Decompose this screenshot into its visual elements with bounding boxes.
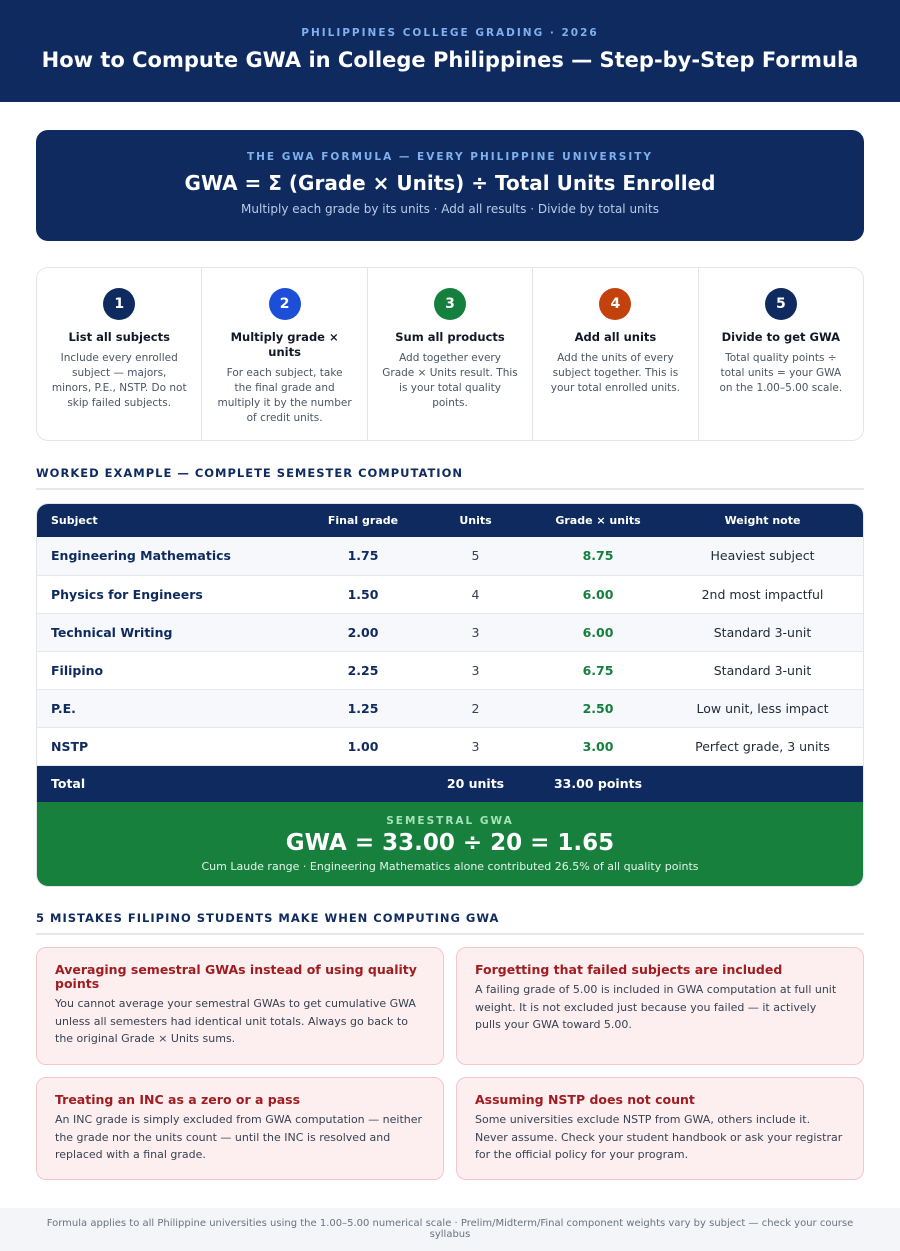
table-row: [37, 727, 863, 765]
gwa-result-banner: [37, 802, 863, 887]
product-cell: 6.75: [582, 662, 614, 678]
step-card: [699, 268, 863, 440]
note-cell: Perfect grade, 3 units: [695, 738, 830, 754]
subject-cell: NSTP: [51, 738, 89, 754]
subject-cell: Filipino: [51, 662, 104, 678]
total-note-cell: [662, 765, 863, 802]
mistake-card: [36, 947, 444, 1065]
units-cell: 4: [471, 586, 480, 602]
step-title: Divide to get GWA: [721, 330, 841, 344]
step-number-badge: 4: [599, 288, 631, 320]
product-cell: 3.00: [582, 738, 614, 754]
grade-cell: 2.00: [347, 624, 379, 640]
units-cell: 3: [471, 738, 480, 754]
units-cell: 2: [471, 700, 480, 716]
formula-card: [36, 130, 864, 241]
step-description: Include every enrolled subject — majors, minors, P.E., NSTP. Do not skip failed subjects.: [51, 352, 187, 409]
step-description: For each subject, take the final grade and multiply it by the number of credit units.: [217, 367, 352, 424]
worked-example-table: [36, 503, 864, 887]
column-header-product: Grade × units: [555, 514, 641, 527]
table-row: [37, 651, 863, 689]
step-card: [533, 268, 698, 440]
units-cell: 3: [471, 624, 480, 640]
formula-equation: GWA = Σ (Grade × Units) ÷ Total Units Enrolled: [184, 171, 716, 195]
mistake-card: [456, 947, 864, 1065]
mistake-title: Forgetting that failed subjects are included: [475, 962, 783, 977]
table-row: [37, 537, 863, 575]
mistake-title: Assuming NSTP does not count: [475, 1092, 695, 1107]
note-cell: 2nd most impactful: [701, 586, 824, 602]
mistake-description: You cannot average your semestral GWAs to get cumulative GWA unless all semesters had identical unit totals. Always go back to the original Grade × Units sums.: [55, 997, 416, 1045]
column-header-grade: Final grade: [327, 514, 399, 527]
units-cell: 3: [471, 662, 480, 678]
page-title: How to Compute GWA in College Philippines — Step-by-Step Formula: [41, 48, 859, 72]
product-cell: 6.00: [582, 586, 614, 602]
step-title: Add all units: [574, 330, 657, 344]
header-kicker: PHILIPPINES COLLEGE GRADING · 2026: [301, 27, 599, 39]
table-row: [37, 613, 863, 651]
formula-subtitle: Multiply each grade by its units · Add all results · Divide by total units: [241, 202, 659, 216]
table-header-row: [37, 504, 863, 537]
grade-cell: 1.25: [347, 700, 379, 716]
mistake-card: [456, 1077, 864, 1180]
total-grade-cell: [309, 765, 417, 802]
product-cell: 2.50: [582, 700, 614, 716]
result-equation: GWA = 33.00 ÷ 20 = 1.65: [285, 830, 615, 856]
note-cell: Low unit, less impact: [696, 700, 829, 716]
column-header-note: Weight note: [724, 514, 801, 527]
mistake-description: Some universities exclude NSTP from GWA, others include it. Never assume. Check your student handbook or ask your registrar for the official policy for your program.: [475, 1113, 843, 1161]
note-cell: Standard 3-unit: [713, 624, 812, 640]
step-description: Add the units of every subject together. This is your total enrolled units.: [550, 352, 681, 394]
grade-cell: 1.00: [347, 738, 379, 754]
mistake-card: [36, 1077, 444, 1180]
product-cell: 8.75: [582, 548, 614, 564]
total-units: 20 units: [446, 776, 505, 792]
page-footer: Formula applies to all Philippine universities using the 1.00–5.00 numerical scale · Prelim/Midterm/Final component weights vary by subject — check your course syllabus: [0, 1208, 900, 1251]
table-row: [37, 689, 863, 727]
column-header-units: Units: [459, 514, 492, 527]
note-cell: Heaviest subject: [710, 548, 815, 564]
step-description: Add together every Grade × Units result. This is your total quality points.: [382, 352, 518, 409]
step-description: Total quality points ÷ total units = your GWA on the 1.00–5.00 scale.: [719, 352, 843, 394]
total-points: 33.00 points: [553, 776, 643, 792]
mistake-title: Averaging semestral GWAs instead of using quality points: [55, 962, 417, 991]
formula-kicker: THE GWA FORMULA — EVERY PHILIPPINE UNIVERSITY: [246, 151, 654, 163]
step-number-badge: 3: [434, 288, 466, 320]
mistake-description: An INC grade is simply excluded from GWA computation — neither the grade nor the units count — until the INC is resolved and replaced with a final grade.: [55, 1113, 423, 1161]
mistake-description: A failing grade of 5.00 is included in GWA computation at full unit weight. It is not excluded just because you failed — it actively pulls your GWA toward 5.00.: [475, 983, 837, 1031]
subject-cell: Engineering Mathematics: [51, 548, 231, 564]
page-header: [0, 0, 900, 102]
subject-cell: Technical Writing: [51, 624, 173, 640]
result-kicker: SEMESTRAL GWA: [386, 815, 514, 827]
result-note: Cum Laude range · Engineering Mathematics alone contributed 26.5% of all quality points: [201, 860, 699, 873]
table-row: [37, 575, 863, 613]
worked-example-heading: WORKED EXAMPLE — COMPLETE SEMESTER COMPUTATION: [36, 466, 864, 490]
mistake-title: Treating an INC as a zero or a pass: [55, 1092, 301, 1107]
grade-cell: 1.50: [347, 586, 379, 602]
step-card: [37, 268, 202, 440]
step-card: [368, 268, 533, 440]
units-cell: 5: [471, 548, 480, 564]
steps-panel: [36, 267, 864, 441]
step-number-badge: 1: [103, 288, 135, 320]
note-cell: Standard 3-unit: [713, 662, 812, 678]
step-title: List all subjects: [68, 330, 170, 344]
total-label: Total: [51, 776, 86, 792]
product-cell: 6.00: [582, 624, 614, 640]
step-card: [202, 268, 367, 440]
subject-cell: P.E.: [51, 700, 76, 716]
step-title: Multiply grade × units: [230, 330, 339, 359]
grade-cell: 1.75: [347, 548, 379, 564]
step-number-badge: 2: [269, 288, 301, 320]
step-title: Sum all products: [395, 330, 505, 344]
column-header-subject: Subject: [51, 514, 98, 527]
grade-cell: 2.25: [347, 662, 379, 678]
step-number-badge: 5: [765, 288, 797, 320]
table-total-row: [37, 765, 863, 802]
subject-cell: Physics for Engineers: [51, 586, 203, 602]
mistakes-heading: 5 MISTAKES FILIPINO STUDENTS MAKE WHEN COMPUTING GWA: [36, 911, 864, 935]
